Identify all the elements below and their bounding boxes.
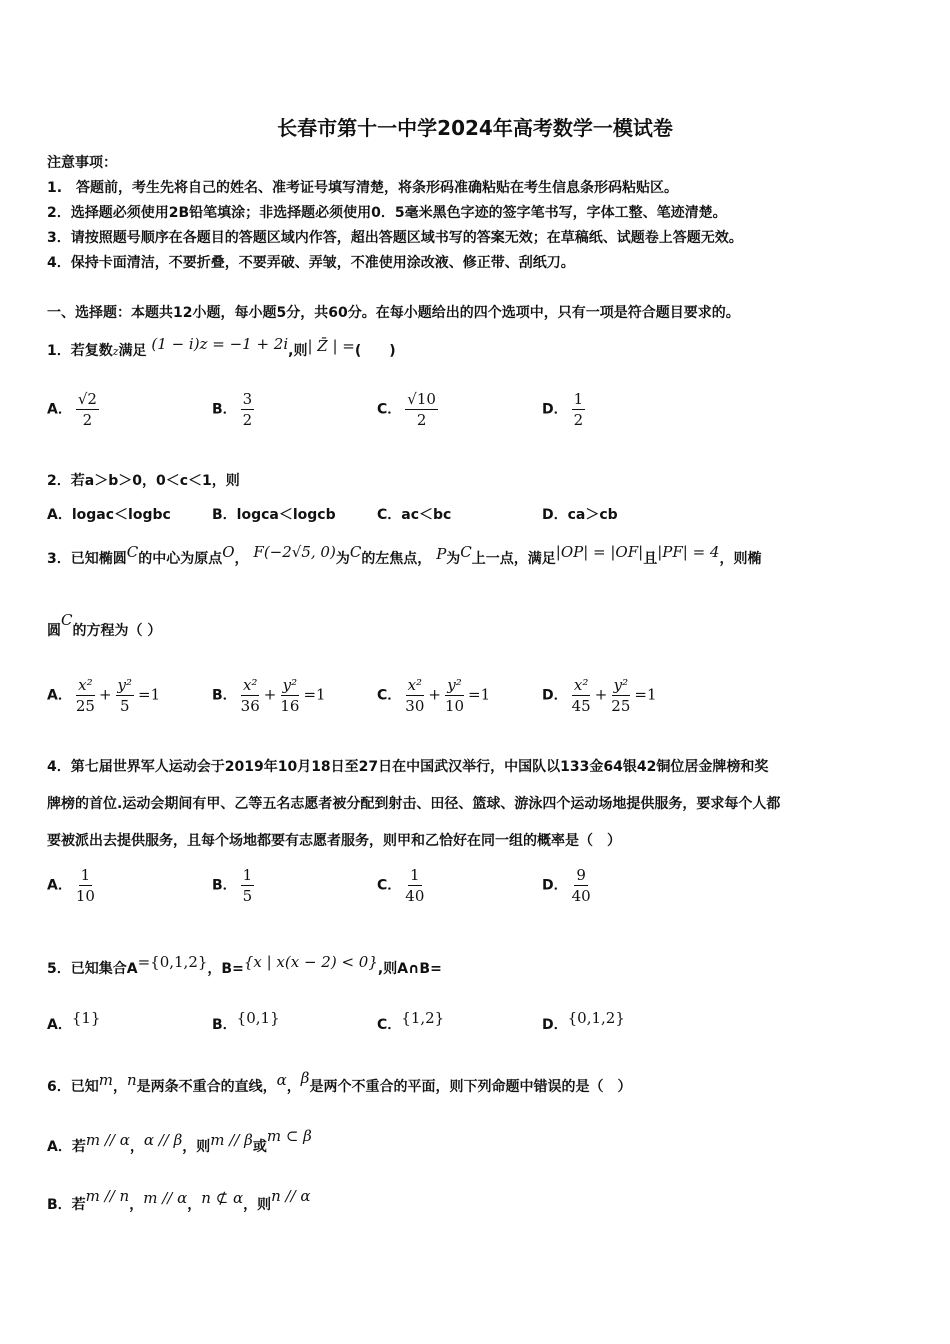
question-3-stem-line2: 圆C的方程为（ ）	[47, 611, 162, 639]
page-title: 长春市第十一中学2024年高考数学一模试卷	[277, 116, 673, 140]
section-heading: 一、选择题：本题共12小题，每小题5分，共60分。在每小题给出的四个选项中，只有一项是符合题目要求的。	[47, 305, 740, 321]
question-5-option-a[interactable]: A．{1}	[47, 1009, 101, 1033]
question-4-stem-line3: 要被派出去提供服务，且每个场地都要有志愿者服务，则甲和乙恰好在同一组的概率是（ ）	[47, 833, 621, 849]
question-3-option-a[interactable]: A． $\frac{\text{x²}}{25}$ + $\frac{\text{y²}}{5}$ =1	[47, 676, 161, 715]
question-1-stem: 1．若复数z满足 (1 − i)z = −1 + 2i,则| Z̄ | =( )	[47, 335, 396, 359]
question-1-option-b[interactable]: B． $\frac{3}{2}$	[212, 390, 253, 429]
question-6-option-a[interactable]: A．若m // α，α // β，则m // β或m ⊂ β	[47, 1127, 312, 1155]
notice-item: 4．保持卡面清洁，不要折叠，不要弄破、弄皱，不准使用涂改液、修正带、刮纸刀。	[47, 255, 575, 271]
question-3-stem-line1: 3．已知椭圆C的中心为原点O， F(−2√5, 0)为C的左焦点， P为C上一点，满足|OP| = |OF|且|PF| = 4，则椭	[47, 543, 762, 567]
question-3-option-b[interactable]: B． $\frac{\text{x²}}{36}$ + $\frac{\text{y²}}{16}$ =1	[212, 676, 326, 715]
question-4-stem-line1: 4．第七届世界军人运动会于2019年10月18日至27日在中国武汉举行，中国队以133金64银42铜位居金牌榜和奖	[47, 759, 769, 775]
notice-item: 1. 答题前，考生先将自己的姓名、准考证号填写清楚，将条形码准确粘贴在考生信息条形码粘贴区。	[47, 180, 679, 196]
question-5-option-d[interactable]: D．{0,1,2}	[542, 1009, 625, 1033]
question-5-option-b[interactable]: B．{0,1}	[212, 1009, 280, 1033]
question-2-option-a[interactable]: A．logac＜logbc	[47, 507, 171, 523]
notice-item: 3．请按照题号顺序在各题目的答题区域内作答，超出答题区域书写的答案无效；在草稿纸、试题卷上答题无效。	[47, 230, 743, 246]
question-2-option-c[interactable]: C．ac＜bc	[377, 507, 452, 523]
question-4-option-d[interactable]: D． $\frac{9}{40}$	[542, 866, 591, 905]
notice-heading: 注意事项：	[47, 155, 117, 171]
question-1-option-d[interactable]: D． $\frac{1}{2}$	[542, 390, 584, 429]
question-2-option-b[interactable]: B．logca＜logcb	[212, 507, 336, 523]
question-2-option-d[interactable]: D．ca＞cb	[542, 507, 618, 523]
question-3-option-d[interactable]: D． $\frac{\text{x²}}{45}$ + $\frac{\text{y²}}{25}$ =1	[542, 676, 657, 715]
question-5-stem: 5．已知集合A={0,1,2}，B={x | x(x − 2) < 0},则A∩B=	[47, 953, 442, 977]
question-4-option-a[interactable]: A． $\frac{1}{10}$	[47, 866, 95, 905]
question-2-stem: 2．若a＞b＞0，0＜c＜1，则	[47, 473, 240, 489]
question-4-option-b[interactable]: B． $\frac{1}{5}$	[212, 866, 253, 905]
question-6-stem: 6．已知m，n是两条不重合的直线，α，β是两个不重合的平面，则下列命题中错误的是（ ）	[47, 1069, 632, 1095]
question-4-option-c[interactable]: C． $\frac{1}{40}$	[377, 866, 425, 905]
question-1-option-c[interactable]: C． $\frac{√10}{2}$	[377, 390, 436, 429]
question-5-option-c[interactable]: C．{1,2}	[377, 1009, 445, 1033]
question-3-option-c[interactable]: C． $\frac{\text{x²}}{30}$ + $\frac{\text{y²}}{10}$ =1	[377, 676, 491, 715]
question-1-option-a[interactable]: A． $\frac{√2}{2}$	[47, 390, 97, 429]
question-6-option-b[interactable]: B．若m // n，m // α，n ⊄ α，则n // α	[47, 1187, 311, 1213]
question-4-stem-line2: 牌榜的首位.运动会期间有甲、乙等五名志愿者被分配到射击、田径、篮球、游泳四个运动场地提供服务，要求每个人都	[47, 796, 781, 812]
notice-item: 2．选择题必须使用2B铅笔填涂；非选择题必须使用0．5毫米黑色字迹的签字笔书写，字体工整、笔迹清楚。	[47, 205, 727, 221]
